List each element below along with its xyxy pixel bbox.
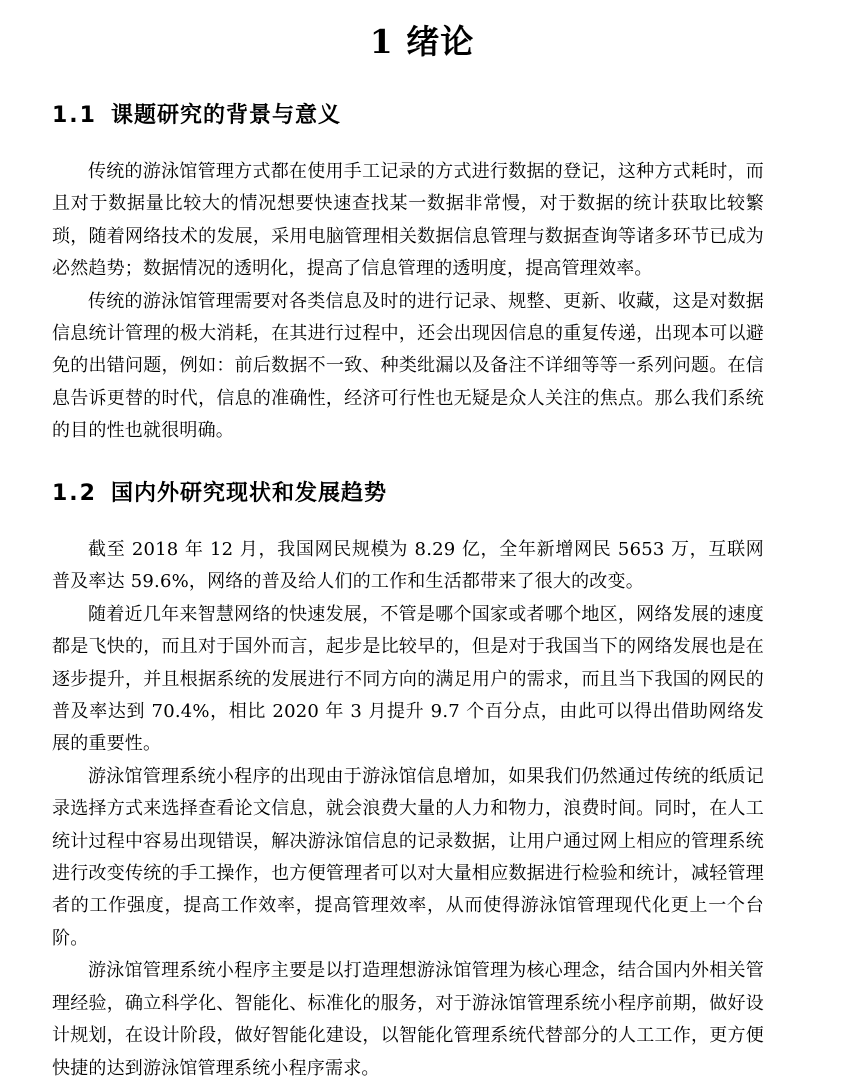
paragraph: 游泳馆管理系统小程序主要是以打造理想游泳馆管理为核心理念，结合国内外相关管理经验，确立科学化、智能化、标准化的服务，对于游泳馆管理系统小程序前期，做好设计规划，在设计阶段，做好智能化建设，以智能化管理系统代替部分的人工工作，更方便快捷的达到游泳馆管理系统小程序需求。 xyxy=(52,960,764,1079)
paragraph: 传统的游泳馆管理方式都在使用手工记录的方式进行数据的登记，这种方式耗时，而且对于数据量比较大的情况想要快速查找某一数据非常慢，对于数据的统计获取比较繁琐，随着网络技术的发展，采用电脑管理相关数据信息管理与数据查询等诸多环节已成为必然趋势；数据情况的透明化，提高了信息管理的透明度，提高管理效率。 xyxy=(52,161,764,280)
paragraph: 随着近几年来智慧网络的快速发展，不管是哪个国家或者哪个地区，网络发展的速度都是飞快的，而且对于国外而言，起步是比较早的，但是对于我国当下的网络发展也是在逐步提升，并且根据系统的发展进行不同方向的满足用户的需求，而且当下我国的网民的普及率达到 70.4%，相比 2020 年 3 月提升 9.7 个百分点，由此可以得出借助网络发展的重要性。 xyxy=(52,603,764,755)
section-number: 1.1 xyxy=(52,103,97,128)
section-heading-1-2 xyxy=(52,477,792,511)
paragraph: 截至 2018 年 12 月，我国网民规模为 8.29 亿，全年新增网民 5653 万，互联网普及率达 59.6%，网络的普及给人们的工作和生活都带来了很大的改变。 xyxy=(52,539,764,593)
section-body-1-2 xyxy=(52,534,764,1085)
section-number: 1.2 xyxy=(52,481,97,506)
chapter-title: 1 绪论 xyxy=(369,22,475,61)
section-title: 国内外研究现状和发展趋势 xyxy=(110,481,387,506)
paragraph: 传统的游泳馆管理需要对各类信息及时的进行记录、规整、更新、收藏，这是对数据信息统计管理的极大消耗，在其进行过程中，还会出现因信息的重复传递，出现本可以避免的出错问题，例如：前后数据不一致、种类纰漏以及备注不详细等等一系列问题。在信息告诉更替的时代，信息的准确性，经济可行性也无疑是众人关注的焦点。那么我们系统的目的性也就很明确。 xyxy=(52,290,764,442)
section-body-1-1 xyxy=(52,156,764,448)
section-title: 课题研究的背景与意义 xyxy=(110,103,341,128)
paragraph: 游泳馆管理系统小程序的出现由于游泳馆信息增加，如果我们仍然通过传统的纸质记录选择方式来选择查看论文信息，就会浪费大量的人力和物力，浪费时间。同时，在人工统计过程中容易出现错误，解决游泳馆信息的记录数据，让用户通过网上相应的管理系统进行改变传统的手工操作，也方便管理者可以对大量相应数据进行检验和统计，减轻管理者的工作强度，提高工作效率，提高管理效率，从而使得游泳馆管理现代化更上一个台阶。 xyxy=(52,765,764,949)
section-heading-1-1 xyxy=(52,99,792,133)
